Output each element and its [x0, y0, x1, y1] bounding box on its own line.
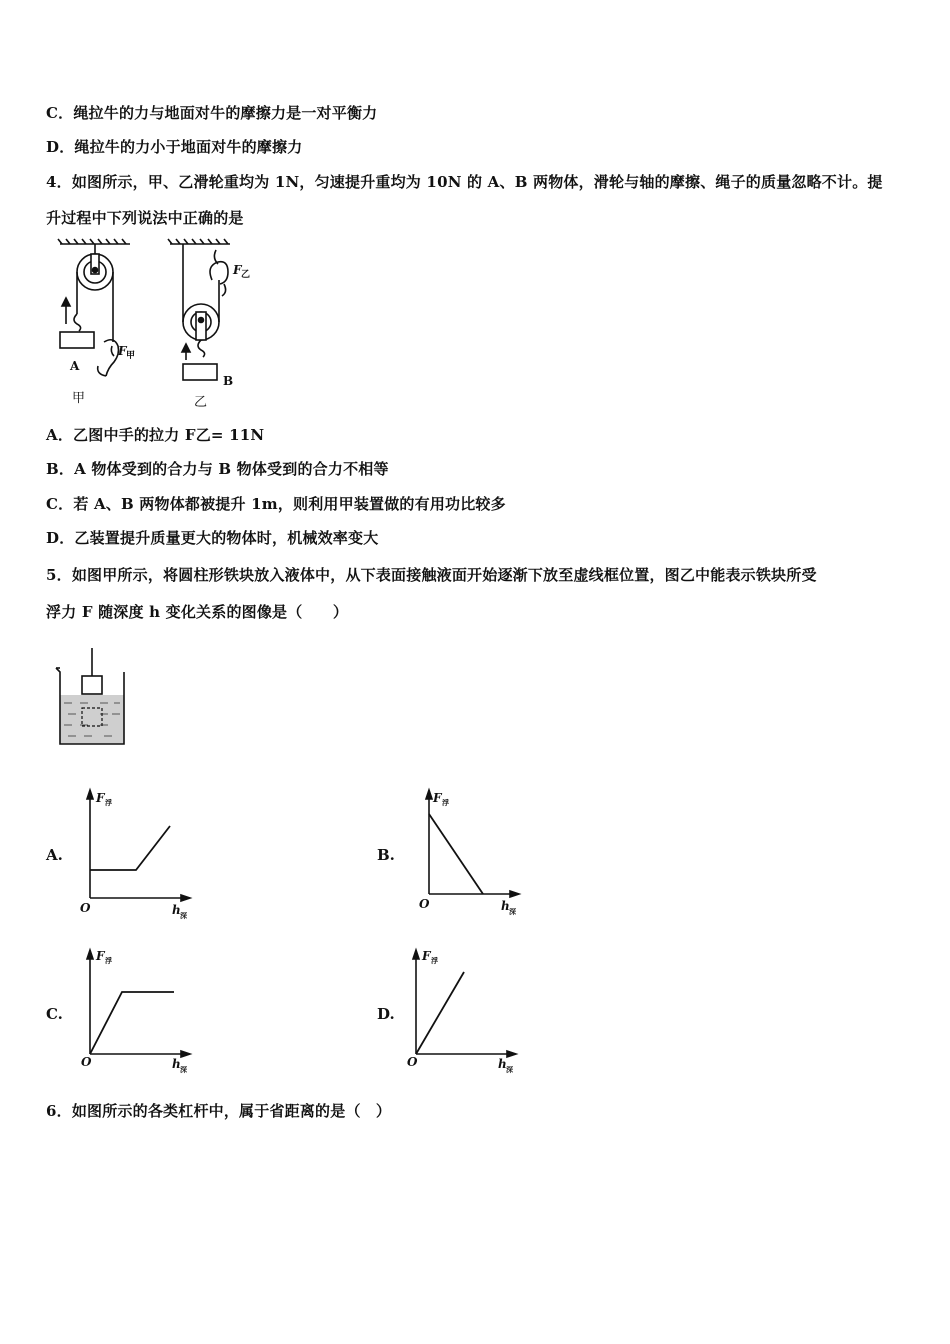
label-B: B — [223, 374, 234, 388]
graph-label-a: A. — [46, 846, 63, 864]
label-A: A — [70, 359, 80, 373]
graph-a-xlabel-sub: 深 — [180, 911, 187, 920]
q4-stem-line1: 4．如图所示，甲、乙滑轮重均为 1N，匀速提升重均为 10N 的 A、B 两物体，滑轮与轴的摩擦、绳子的质量忽略不计。提 — [46, 173, 883, 191]
label-F-jia-sub: 甲 — [126, 351, 136, 361]
label-F-yi-sub: 乙 — [241, 270, 251, 280]
graph-c-xlabel-sub: 深 — [180, 1065, 187, 1074]
graph-b-ylabel-sub: 浮 — [442, 798, 449, 807]
graph-c-ylabel: F — [96, 949, 105, 963]
graph-label-d: D. — [377, 1005, 395, 1023]
graph-a-line — [90, 826, 170, 870]
q4-option-c: C．若 A、B 两物体都被提升 1m，则利用甲装置做的有用功比较多 — [46, 495, 506, 513]
graph-c-ylabel-sub: 浮 — [105, 956, 112, 965]
graph-a — [76, 786, 196, 924]
graph-c — [76, 946, 196, 1076]
graph-b-xlabel-sub: 深 — [509, 907, 516, 916]
graph-a-xlabel: h — [172, 903, 181, 917]
label-jia: 甲 — [72, 391, 86, 406]
label-yi: 乙 — [194, 395, 208, 410]
graph-c-line — [90, 992, 174, 1054]
q4-option-b: B．A 物体受到的合力与 B 物体受到的合力不相等 — [46, 460, 389, 478]
label-F-yi: F — [233, 263, 242, 277]
graph-b-line — [429, 814, 483, 894]
q4-stem-line2: 升过程中下列说法中正确的是 — [46, 209, 244, 227]
q4-option-a: A．乙图中手的拉力 F乙= 11N — [46, 426, 265, 444]
beaker-figure — [52, 648, 132, 750]
graph-b — [415, 786, 535, 924]
q3-option-d: D．绳拉牛的力小于地面对牛的摩擦力 — [46, 138, 303, 156]
label-F-jia: F — [118, 344, 127, 358]
graph-d-ylabel-sub: 浮 — [431, 956, 438, 965]
q4-option-d: D．乙装置提升质量更大的物体时，机械效率变大 — [46, 529, 379, 547]
graph-b-xlabel: h — [501, 899, 510, 913]
graph-d — [402, 946, 522, 1076]
graph-a-ylabel: F — [96, 791, 105, 805]
q3-option-c: C．绳拉牛的力与地面对牛的摩擦力是一对平衡力 — [46, 104, 378, 122]
graph-label-b: B. — [377, 846, 395, 864]
graph-c-origin: O — [81, 1055, 92, 1069]
q5-stem-line2: 浮力 F 随深度 h 变化关系的图像是（ ） — [46, 603, 349, 621]
graph-d-origin: O — [407, 1055, 418, 1069]
graph-d-xlabel: h — [498, 1057, 507, 1071]
graph-label-c: C. — [46, 1005, 63, 1023]
q6-stem: 6．如图所示的各类杠杆中，属于省距离的是（ ） — [46, 1102, 392, 1120]
graph-d-line — [416, 972, 464, 1054]
graph-c-xlabel: h — [172, 1057, 181, 1071]
graph-a-origin: O — [80, 901, 91, 915]
graph-b-ylabel: F — [433, 791, 442, 805]
graph-b-origin: O — [419, 897, 430, 911]
pulley-figure — [52, 236, 272, 411]
graph-d-ylabel: F — [422, 949, 431, 963]
q5-stem-line1: 5．如图甲所示，将圆柱形铁块放入液体中，从下表面接触液面开始逐渐下放至虚线框位置，图乙中能表示铁块所受 — [46, 566, 817, 584]
graph-d-xlabel-sub: 深 — [506, 1065, 513, 1074]
graph-a-ylabel-sub: 浮 — [105, 798, 112, 807]
